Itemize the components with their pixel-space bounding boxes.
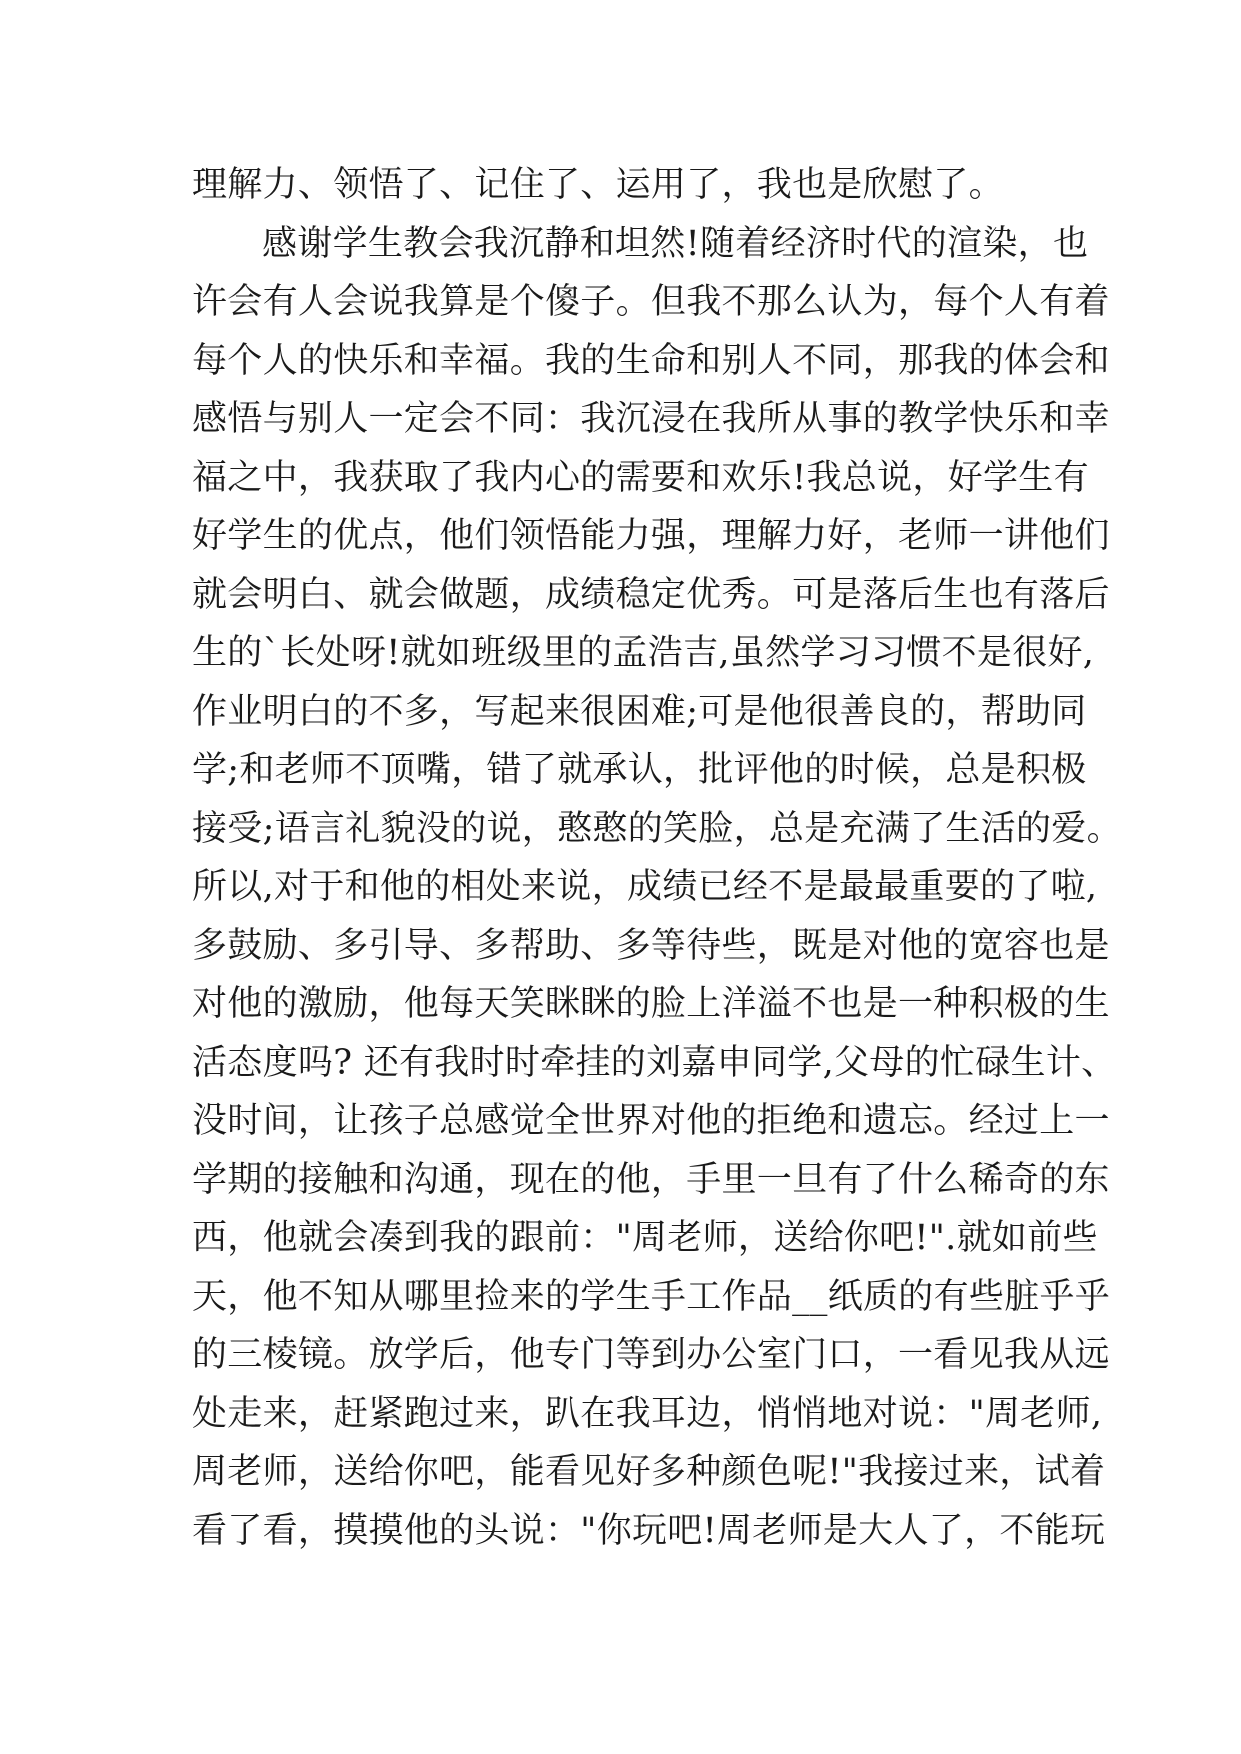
text-line: 活态度吗? 还有我时时牵挂的刘嘉申同学,父母的忙碌生计、 (192, 1042, 1117, 1083)
text-line: 处走来，赶紧跑过来，趴在我耳边，悄悄地对说："周老师, (192, 1393, 1103, 1434)
text-line: 学;和老师不顶嘴，错了就承认，批评他的时候，总是积极 (192, 750, 1087, 790)
text-line: 看了看，摸摸他的头说："你玩吧!周老师是大人了，不能玩 (192, 1510, 1106, 1551)
text-line: 许会有人会说我算是个傻子。但我不那么认为，每个人有着 (192, 282, 1110, 322)
text-line: 多鼓励、多引导、多帮助、多等待些，既是对他的宽容也是 (192, 925, 1110, 966)
text-line: 学期的接触和沟通，现在的他，手里一旦有了什么稀奇的东 (192, 1159, 1110, 1200)
text-line: 感悟与别人一定会不同：我沉浸在我所从事的教学快乐和幸 (192, 399, 1110, 439)
text-line: 没时间，让孩子总感觉全世界对他的拒绝和遗忘。经过上一 (192, 1101, 1110, 1141)
text-line: 西，他就会凑到我的跟前："周老师，送给你吧!".就如前些 (192, 1218, 1098, 1258)
text-line: 作业明白的不多，写起来很困难;可是他很善良的，帮助同 (192, 691, 1087, 732)
text-line: 的三棱镜。放学后，他专门等到办公室门口，一看见我从远 (192, 1335, 1110, 1375)
text-line: 所以,对于和他的相处来说，成绩已经不是最最重要的了啦, (192, 867, 1098, 907)
text-line: 理解力、领悟了、记住了、运用了，我也是欣慰了。 (192, 165, 1004, 205)
text-line: 好学生的优点，他们领悟能力强，理解力好，老师一讲他们 (192, 516, 1110, 556)
text-line: 每个人的快乐和幸福。我的生命和别人不同，那我的体会和 (192, 340, 1110, 381)
text-line: 福之中，我获取了我内心的需要和欢乐!我总说，好学生有 (192, 457, 1089, 498)
text-line: 周老师，送给你吧，能看见好多种颜色呢!"我接过来，试着 (192, 1452, 1106, 1492)
text-line: 接受;语言礼貌没的说，憨憨的笑脸，总是充满了生活的爱。 (192, 808, 1122, 849)
text-line: 天，他不知从哪里捡来的学生手工作品__纸质的有些脏乎乎 (192, 1276, 1111, 1317)
paragraph-first-line: 感谢学生教会我沉静和坦然!随着经济时代的渲染，也 (262, 223, 1089, 264)
text-line: 对他的激励，他每天笑眯眯的脸上洋溢不也是一种积极的生 (192, 984, 1110, 1024)
body-text (192, 156, 1122, 1560)
text-line: 生的`长处呀!就如班级里的孟浩吉,虽然学习习惯不是很好, (192, 633, 1095, 673)
text-line: 就会明白、就会做题，成绩稳定优秀。可是落后生也有落后 (192, 574, 1110, 615)
